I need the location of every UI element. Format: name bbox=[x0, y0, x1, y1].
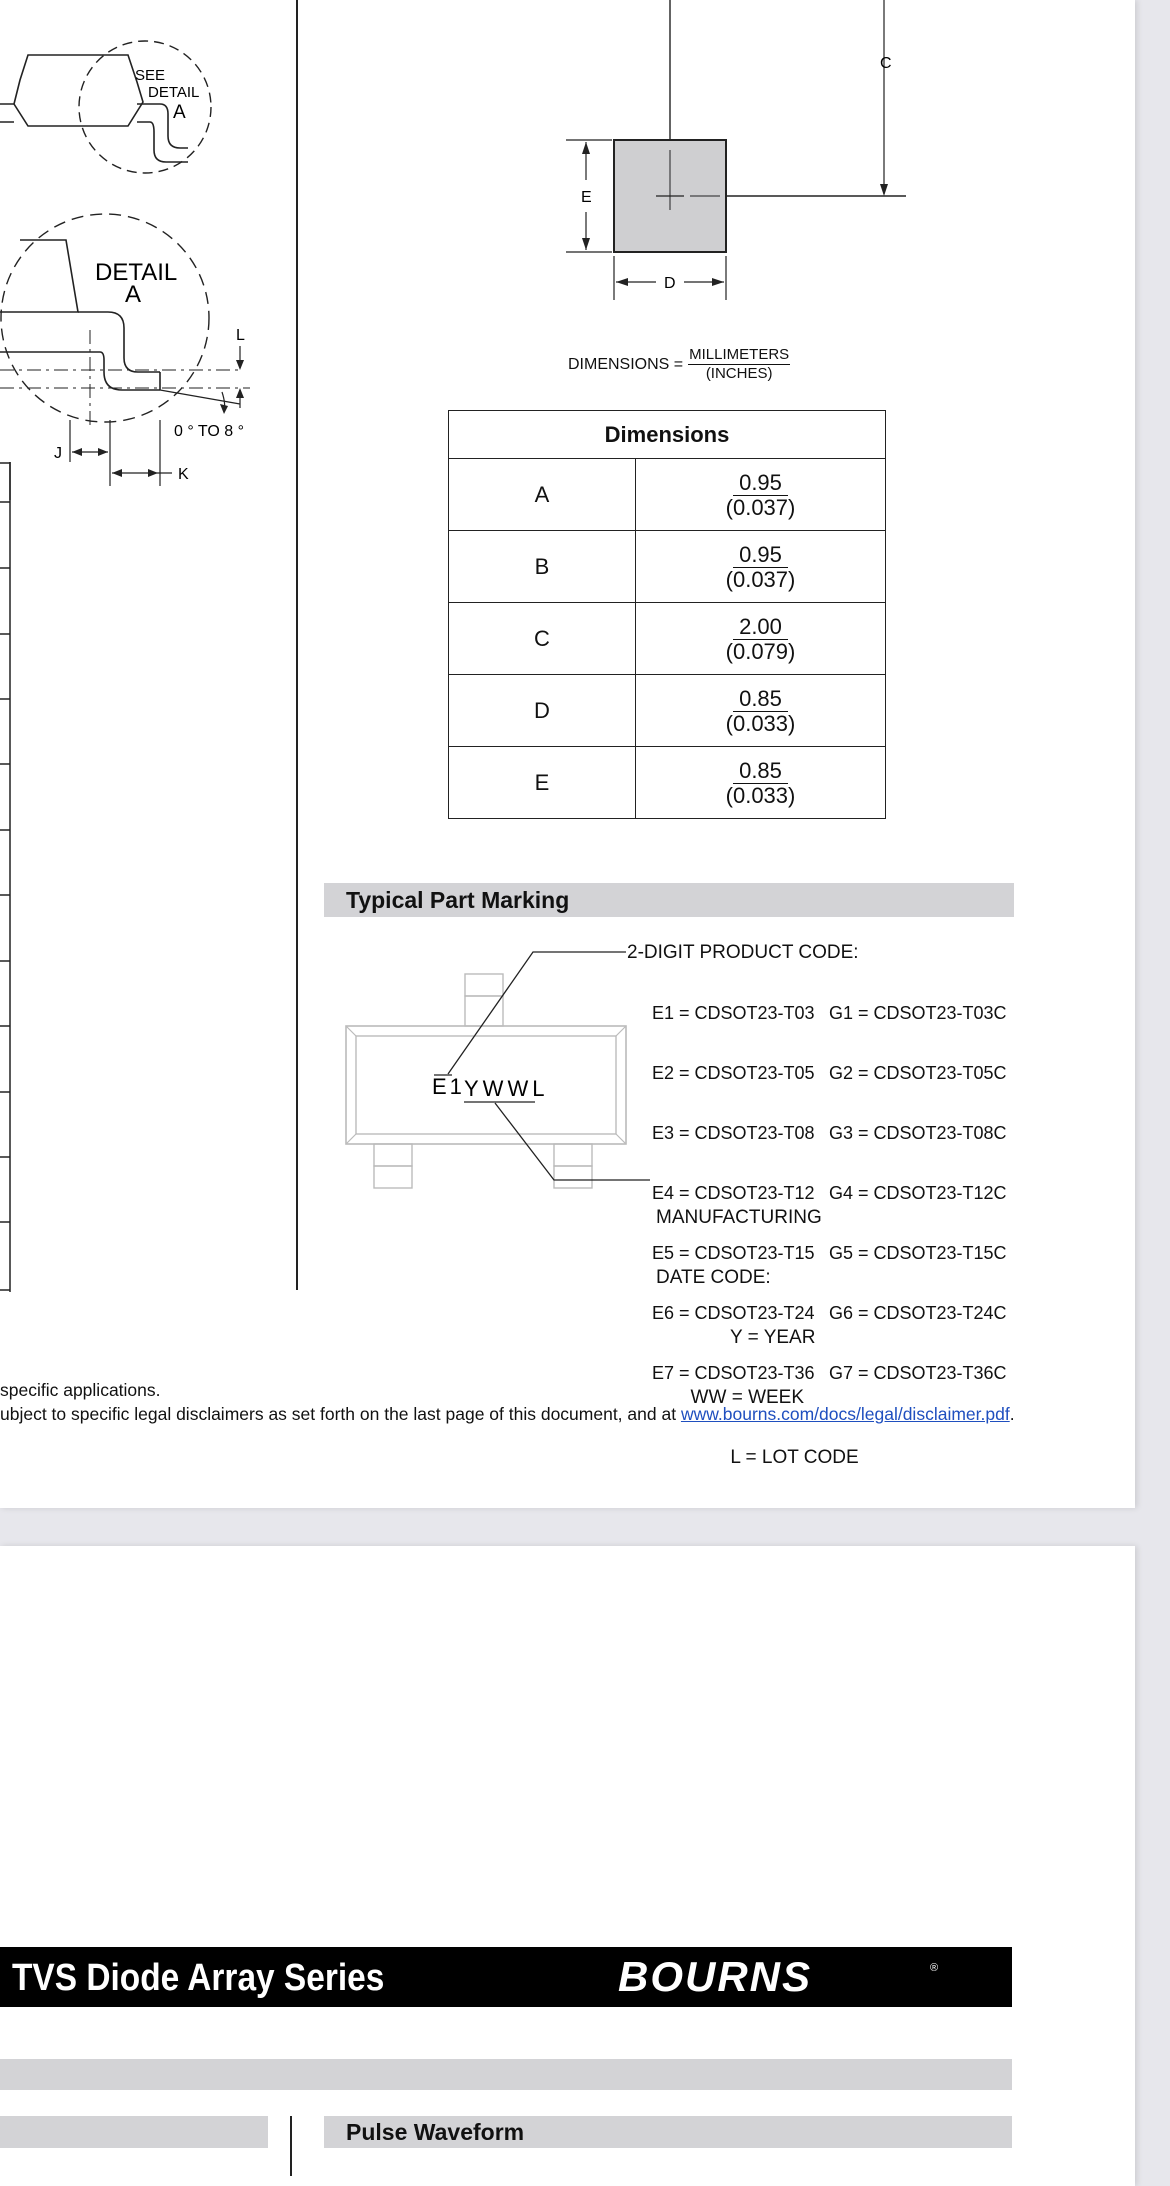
table-row bbox=[449, 531, 886, 603]
dim-label: B bbox=[449, 531, 636, 603]
date-code-line: MANUFACTURING bbox=[656, 1207, 822, 1228]
disclaimer-link[interactable]: www.bourns.com/docs/legal/disclaimer.pdf bbox=[680, 1404, 1010, 1424]
dim-label: C bbox=[449, 603, 636, 675]
table-row bbox=[449, 603, 886, 675]
registered-mark: ® bbox=[930, 1962, 939, 1974]
bourns-logo bbox=[618, 1955, 948, 1999]
marking-code: E1 bbox=[432, 1074, 465, 1099]
pulse-waveform-heading: Pulse Waveform bbox=[324, 2116, 1012, 2148]
left-table-edge bbox=[0, 462, 14, 1292]
footnote-line-2 bbox=[0, 1404, 1015, 1425]
see-detail-text-2: DETAIL bbox=[148, 84, 200, 101]
detail-title-1: DETAIL bbox=[95, 259, 178, 286]
logo-text: BOURNS bbox=[618, 1955, 813, 1999]
code-g3: G3 = CDSOT23-T08C bbox=[829, 1123, 1007, 1143]
marking-date: YWWL bbox=[464, 1076, 549, 1101]
date-code-legend bbox=[656, 1168, 859, 1508]
dim-label: E bbox=[449, 747, 636, 819]
dim-mm: 0.95 bbox=[733, 543, 788, 568]
dim-inches: (0.033) bbox=[725, 782, 796, 808]
footnote-line-1: specific applications. bbox=[0, 1380, 161, 1400]
dimensions-legend-numerator: MILLIMETERS bbox=[689, 346, 790, 363]
code-e2: E2 = CDSOT23-T05 bbox=[652, 1063, 815, 1083]
pad-label-C: C bbox=[880, 55, 892, 72]
part-marking-diagram bbox=[340, 940, 680, 1200]
date-code-line: Y = YEAR bbox=[704, 1327, 816, 1348]
dim-label: A bbox=[449, 459, 636, 531]
code-e6: E6 = CDSOT23-T24 bbox=[652, 1303, 815, 1323]
page-header-banner bbox=[0, 1947, 1012, 2007]
grey-divider-bar bbox=[0, 2059, 1012, 2090]
code-g2: G2 = CDSOT23-T05C bbox=[829, 1063, 1007, 1083]
code-e7: E7 = CDSOT23-T36 bbox=[652, 1363, 815, 1383]
detail-title-2: A bbox=[125, 281, 142, 308]
angle-label: 0 ° TO 8 ° bbox=[174, 423, 245, 440]
dim-inches: (0.033) bbox=[725, 710, 796, 736]
part-marking-heading: Typical Part Marking bbox=[324, 883, 1014, 917]
see-detail-text-1: SEE bbox=[135, 67, 166, 84]
pad-layout-drawing bbox=[540, 0, 940, 310]
label-J: J bbox=[54, 445, 62, 462]
dim-mm: 0.95 bbox=[733, 471, 788, 496]
code-g7: G7 = CDSOT23-T36C bbox=[829, 1363, 1007, 1383]
footnote-line-2-suffix: . bbox=[1009, 1404, 1015, 1424]
left-section-bar bbox=[0, 2116, 268, 2148]
product-code-heading: 2-DIGIT PRODUCT CODE: bbox=[627, 942, 859, 963]
dim-inches: (0.037) bbox=[725, 566, 796, 592]
date-code-line: DATE CODE: bbox=[656, 1267, 771, 1288]
datasheet-page-2 bbox=[0, 1546, 1135, 2186]
code-e1: E1 = CDSOT23-T03 bbox=[652, 1003, 815, 1023]
code-g6: G6 = CDSOT23-T24C bbox=[829, 1303, 1007, 1323]
pad-label-D: D bbox=[664, 275, 676, 292]
dim-mm: 0.85 bbox=[733, 687, 788, 712]
dim-mm: 0.85 bbox=[733, 759, 788, 784]
dimensions-table-header: Dimensions bbox=[449, 411, 886, 459]
dim-mm: 2.00 bbox=[733, 615, 788, 640]
code-e5: E5 = CDSOT23-T15 bbox=[652, 1243, 815, 1263]
code-g5: G5 = CDSOT23-T15C bbox=[829, 1243, 1007, 1263]
dim-inches: (0.037) bbox=[725, 494, 796, 520]
dim-label: D bbox=[449, 675, 636, 747]
code-e4: E4 = CDSOT23-T12 bbox=[652, 1183, 815, 1203]
page2-column-divider bbox=[290, 2116, 292, 2176]
date-code-line: WW = WEEK bbox=[680, 1387, 805, 1408]
code-e3: E3 = CDSOT23-T08 bbox=[652, 1123, 815, 1143]
dimensions-legend bbox=[568, 346, 790, 383]
dimensions-legend-denominator: (INCHES) bbox=[705, 365, 773, 382]
table-row bbox=[449, 459, 886, 531]
see-detail-text-3: A bbox=[173, 102, 186, 123]
code-g1: G1 = CDSOT23-T03C bbox=[829, 1003, 1007, 1023]
dim-inches: (0.079) bbox=[725, 638, 796, 664]
dimensions-table bbox=[448, 410, 886, 819]
table-row bbox=[449, 747, 886, 819]
table-row bbox=[449, 675, 886, 747]
date-code-line: L = LOT CODE bbox=[704, 1447, 859, 1468]
pad-label-E: E bbox=[581, 189, 592, 206]
package-outline-drawing bbox=[0, 0, 270, 500]
label-L: L bbox=[236, 327, 245, 344]
banner-title: TVS Diode Array Series bbox=[12, 1957, 385, 1999]
code-g4: G4 = CDSOT23-T12C bbox=[829, 1183, 1007, 1203]
dimensions-legend-prefix: DIMENSIONS = bbox=[568, 355, 684, 373]
label-K: K bbox=[178, 466, 189, 483]
column-divider bbox=[296, 0, 298, 1290]
footnote-line-2-text: ubject to specific legal disclaimers as set forth on the last page of this document, and at bbox=[0, 1404, 681, 1424]
